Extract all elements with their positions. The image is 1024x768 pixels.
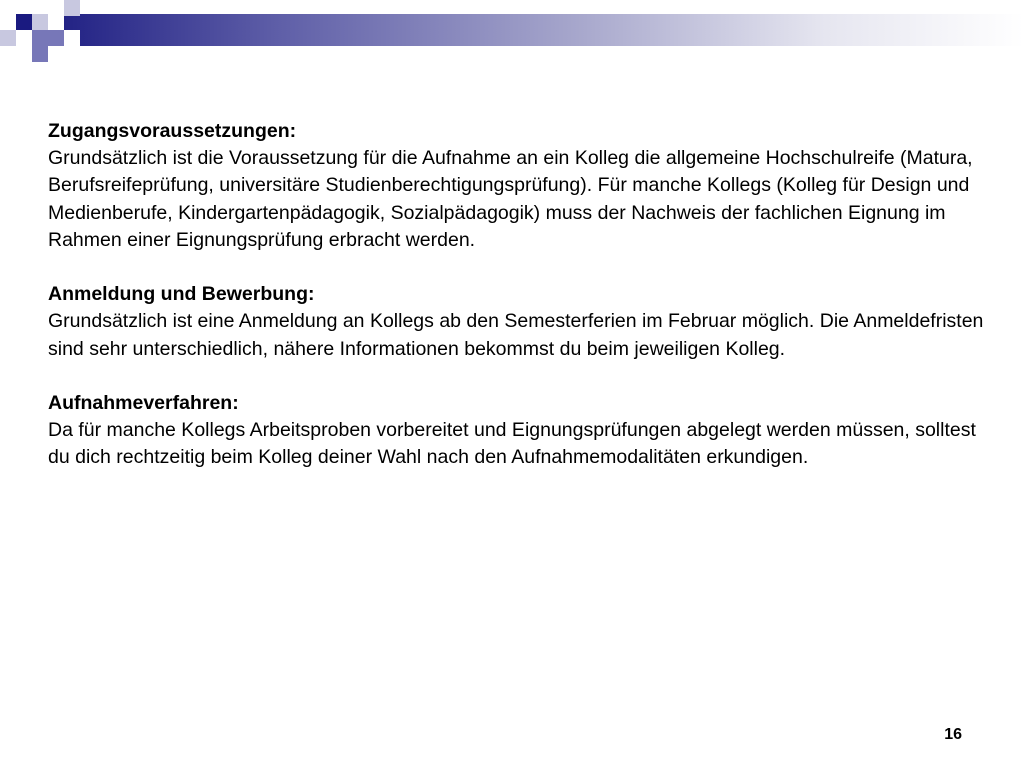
header-square [32,30,48,46]
section-aufnahmeverfahren [48,390,998,472]
slide-content [48,118,998,499]
header-square [64,0,80,16]
header-gradient-bar [32,14,1024,46]
header-square [48,14,64,30]
section-zugangsvoraussetzungen [48,118,998,254]
section-body: Da für manche Kollegs Arbeitsproben vorbereitet und Eignungsprüfungen abgelegt werden müssen, solltest du dich rechtzeitig beim Kolleg deiner Wahl nach den Aufnahmemodalitäten erkundigen. [48,419,976,469]
section-heading: Anmeldung und Bewerbung: [48,283,315,306]
header-square [0,30,16,46]
header-square [32,46,48,62]
section-body: Grundsätzlich ist die Voraussetzung für die Aufnahme an ein Kolleg die allgemeine Hochschulreife (Matura, Berufsreifeprüfung, universitäre Studienberechtigungsprüfung). Für manche Kollegs (Kolleg für Design und Medienberufe, Kindergartenpädagogik, Sozialpädagogik) muss der Nachweis der fachlichen Eignung im Rahmen einer Eignungsprüfung erbracht werden. [48,147,973,251]
section-heading: Aufnahmeverfahren: [48,392,239,414]
section-heading: Zugangsvoraussetzungen: [48,120,297,142]
section-anmeldung-und-bewerbung [48,281,998,363]
header-square [64,30,80,46]
header-square [16,30,32,46]
header-square [48,30,64,46]
header-square [16,14,32,30]
section-body: Grundsätzlich ist eine Anmeldung an Kollegs ab den Semesterferien im Februar möglich. Die Anmeldefristen sind sehr unterschiedlich, nähere Informationen bekommst du beim jeweiligen Kolleg. [48,310,984,360]
header-square [32,14,48,30]
page-number: 16 [944,726,962,743]
